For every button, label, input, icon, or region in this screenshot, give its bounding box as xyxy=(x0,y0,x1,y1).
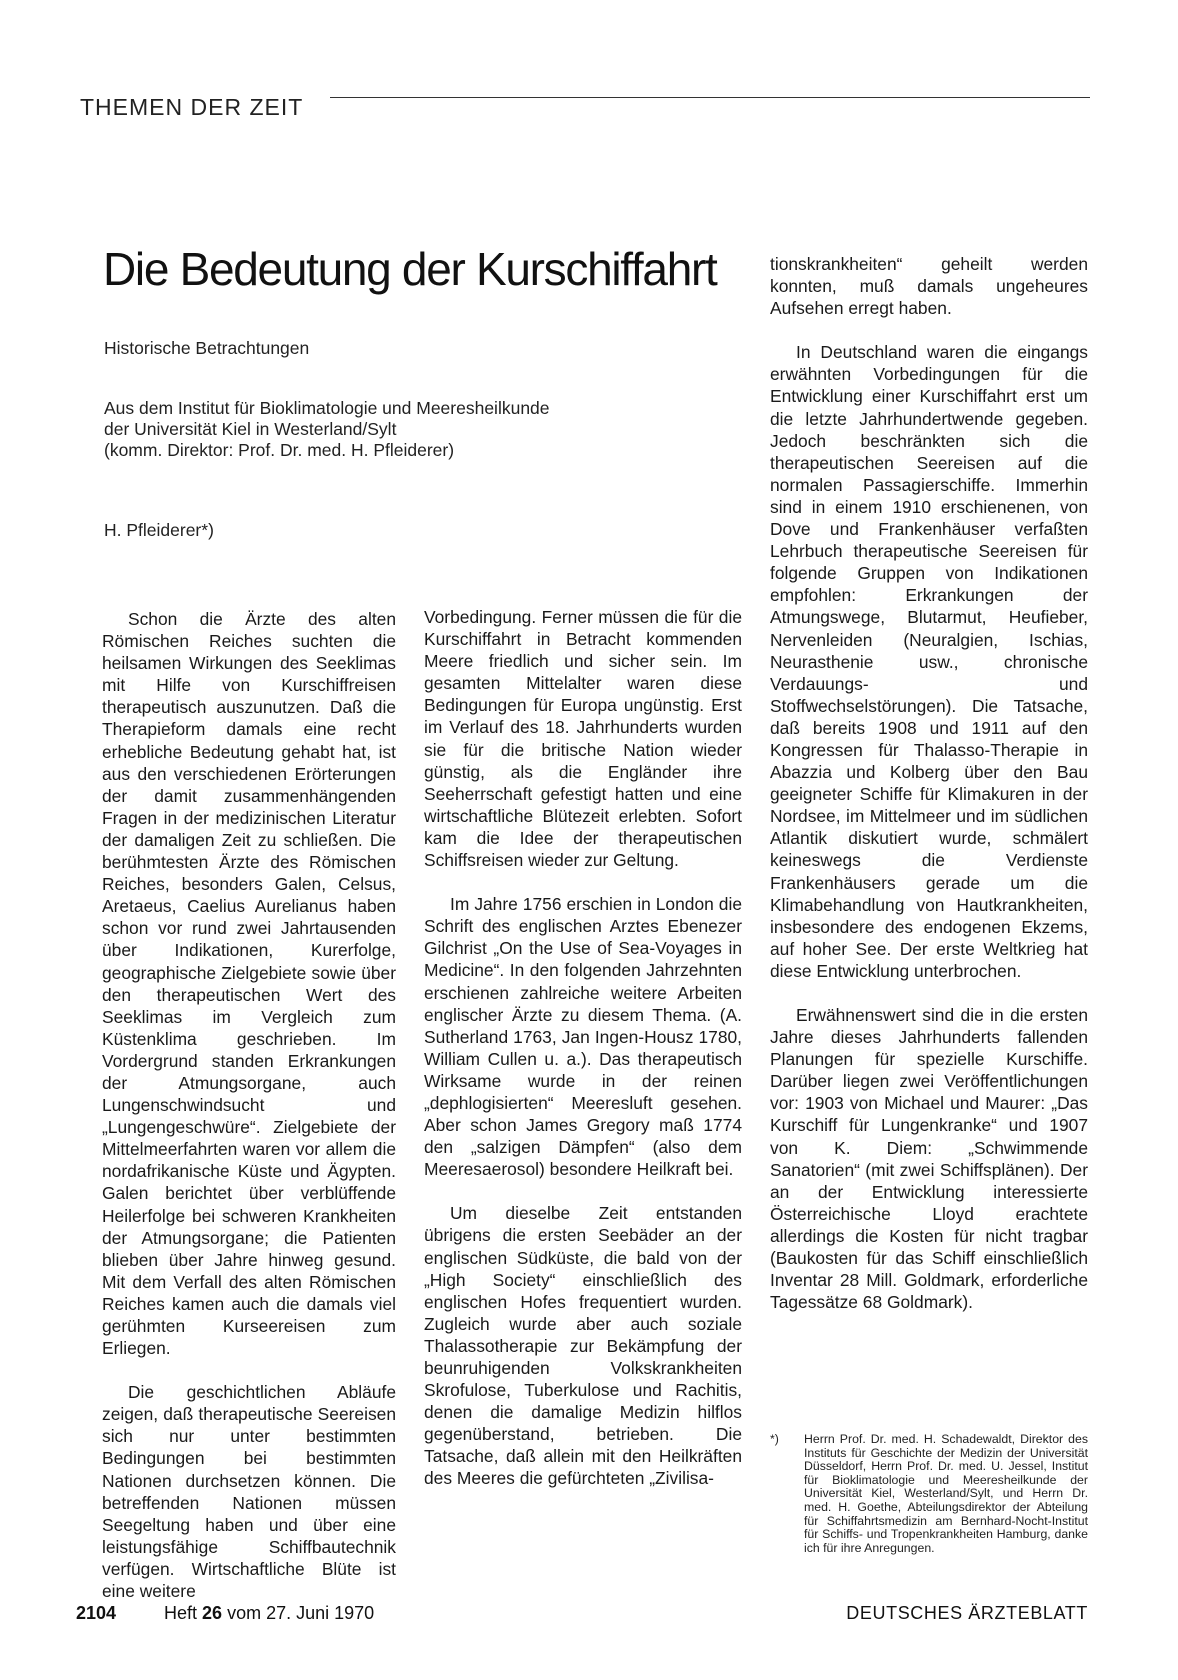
paragraph: Vorbedingung. Ferner müssen die für die Kurschiffahrt in Betracht kommenden Meere friedlich und sicher sein. Im gesamten Mittelalter waren diese Bedingungen für Europa ungünstig. Erst im Verlauf des 18. Jahrhunderts wurden sie für die britische Nation wieder günstig, als die Engländer ihre Seeherrschaft gefestigt hatten und eine wirtschaftliche Blütezeit erlebten. Sofort kam die Idee der therapeutischen Schiffsreisen wieder zur Geltung. xyxy=(424,607,742,871)
issue-info xyxy=(164,1603,374,1624)
article-subtitle: Historische Betrachtungen xyxy=(104,338,310,358)
footnote xyxy=(770,1433,1088,1555)
institute-line: Aus dem Institut für Bioklimatologie und Meeresheilkunde xyxy=(104,398,550,418)
paragraph: Die geschichtlichen Abläufe zeigen, daß therapeutische Seereisen sich nur unter bestimmten Bedingungen bei bestimmten Nationen durchsetzen können. Die betreffenden Nationen müssen Seegeltung haben und über eine leistungsfähige Schiffbautechnik verfügen. Wirtschaftliche Blüte ist eine weitere xyxy=(102,1382,396,1602)
article-title: Die Bedeutung der Kurschiffahrt xyxy=(103,243,717,295)
author-name: H. Pfleiderer*) xyxy=(104,520,214,540)
footnote-mark: *) xyxy=(770,1432,779,1446)
text-column-2 xyxy=(424,606,742,1512)
paragraph: Im Jahre 1756 erschien in London die Schrift des englischen Arztes Ebenezer Gilchrist „On the Use of Sea-Voyages in Medicine“. In den folgenden Jahrzehnten erschienen zahlreiche weitere Arbeiten englischer Ärzte zu diesem Thema. (A. Sutherland 1763, Jan Ingen-Housz 1780, William Cullen u. a.). Das therapeutisch Wirksame wurde in der reinen „dephlogisierten“ Meeresluft gesehen. Aber schon James Gregory maß 1774 den „salzigen Dämpfen“ (also dem Meeresaerosol) besondere Heilkraft bei. xyxy=(424,894,742,1180)
paragraph: Schon die Ärzte des alten Römischen Reiches suchten die heilsamen Wirkungen des Seeklimas mit Hilfe von Kurschiffreisen therapeutisch auszunutzen. Daß die Therapieform damals eine recht erhebliche Bedeutung gehabt hat, ist aus den verschiedenen Erörterungen der damit zusammenhängenden Fragen in der medizinischen Literatur der damaligen Zeit zu schließen. Die berühmtesten Ärzte des Römischen Reiches, besonders Galen, Celsus, Aretaeus, Caelius Aurelianus haben schon vor rund zwei Jahrtausenden über Indikationen, Kurerfolge, geographische Zielgebiete sowie über den therapeutischen Wert des Seeklimas im Vergleich zum Küstenklima geschrieben. Im Vordergrund standen Erkrankungen der Atmungsorgane, auch Lungenschwindsucht und „Lungengeschwüre“. Zielgebiete der Mittelmeerfahrten waren vor allem die nordafrikanische Küste und Ägypten. Galen berichtet über verblüffende Heilerfolge bei schweren Krankheiten der Atmungsorgane; die Patienten blieben über Jahre hinweg gesund. Mit dem Verfall des alten Römischen Reiches kamen auch die damals viel gerühmten Kurseereisen zum Erliegen. xyxy=(102,609,396,1359)
paragraph: In Deutschland waren die eingangs erwähnten Vorbedingungen für die Entwicklung einer Kurschiffahrt erst um die letzte Jahrhundertwende gegeben. Jedoch beschränkten sich die therapeutischen Seereisen auf die normalen Passagierschiffe. Immerhin sind in einem 1910 erschienenen, von Dove und Frankenhäuser verfaßten Lehrbuch therapeutische Seereisen für folgende Gruppen von Indikationen empfohlen: Erkrankungen der Atmungswege, Blutarmut, Heufieber, Nervenleiden (Neuralgien, Ischias, Neurasthenie usw., chronische Verdauungs- und Stoffwechselstörungen). Die Tatsache, daß bereits 1908 und 1911 auf den Kongressen für Thalasso-Therapie in Abazzia und Kolberg über den Bau geeigneter Schiffe für Klimakuren in der Nordsee, im Mittelmeer und im südlichen Atlantik diskutiert wurde, schmälert keineswegs die Verdienste Frankenhäusers gerade um die Klimabehandlung von Hautkrankheiten, insbesondere des endogenen Ekzems, auf hoher See. Der erste Weltkrieg hat diese Entwicklung unterbrochen. xyxy=(770,342,1088,981)
issue-prefix: Heft xyxy=(164,1603,198,1623)
issue-date: vom 27. Juni 1970 xyxy=(227,1603,375,1623)
institute-line: (komm. Direktor: Prof. Dr. med. H. Pfleiderer) xyxy=(104,440,455,460)
text-column-3 xyxy=(770,253,1088,1335)
institute-affiliation xyxy=(104,398,704,461)
section-rule xyxy=(330,97,1090,98)
text-column-1 xyxy=(102,608,396,1624)
issue-number: 26 xyxy=(202,1603,223,1623)
paragraph: Um dieselbe Zeit entstanden übrigens die ersten Seebäder an der englischen Südküste, die bald von der „High Society“ einschließlich des englischen Hofes frequentiert wurden. Zugleich wurde aber auch soziale Thalassotherapie zur Bekämpfung der beunruhigenden Volkskrankheiten Skrofulose, Tuberkulose und Rachitis, denen die damalige Medizin hilflos gegenüberstand, betrieben. Die Tatsache, daß allein mit den Heilkräften des Meeres die gefürchteten „Zivilisa- xyxy=(424,1203,742,1489)
footnote-text: Herrn Prof. Dr. med. H. Schadewaldt, Direktor des Instituts für Geschichte der Medizin der Universität Düsseldorf, Herrn Prof. Dr. med. U. Jessel, Institut für Bioklimatologie und Meeresheilkunde der Universität Kiel, Westerland/Sylt, und Herrn Dr. med. H. Goethe, Abteilungsdirektor der Abteilung für Schiffahrtsmedizin am Bernhard-Nocht-Institut für Schiffs- und Tropenkrankheiten Hamburg, danke ich für ihre Anregungen. xyxy=(804,1432,1088,1555)
page-number: 2104 xyxy=(76,1603,117,1623)
institute-line: der Universität Kiel in Westerland/Sylt xyxy=(104,419,397,439)
paragraph: tionskrankheiten“ geheilt werden konnten, muß damals ungeheures Aufsehen erregt haben. xyxy=(770,254,1088,319)
journal-name: DEUTSCHES ÄRZTEBLATT xyxy=(846,1603,1088,1623)
paragraph: Erwähnenswert sind die in die ersten Jahre dieses Jahrhunderts fallenden Planungen für spezielle Kurschiffe. Darüber liegen zwei Veröffentlichungen vor: 1903 von Michael und Maurer: „Das Kurschiff für Lungenkranke“ und 1907 von K. Diem: „Schwimmende Sanatorien“ (mit zwei Schiffsplänen). Der an der Entwicklung interessierte Österreichische Lloyd erachtete allerdings die Kosten für nicht tragbar (Baukosten für das Schiff einschließlich Inventar 28 Mill. Goldmark, erforderliche Tagessätze 68 Goldmark). xyxy=(770,1005,1088,1313)
section-label: THEMEN DER ZEIT xyxy=(80,94,304,120)
